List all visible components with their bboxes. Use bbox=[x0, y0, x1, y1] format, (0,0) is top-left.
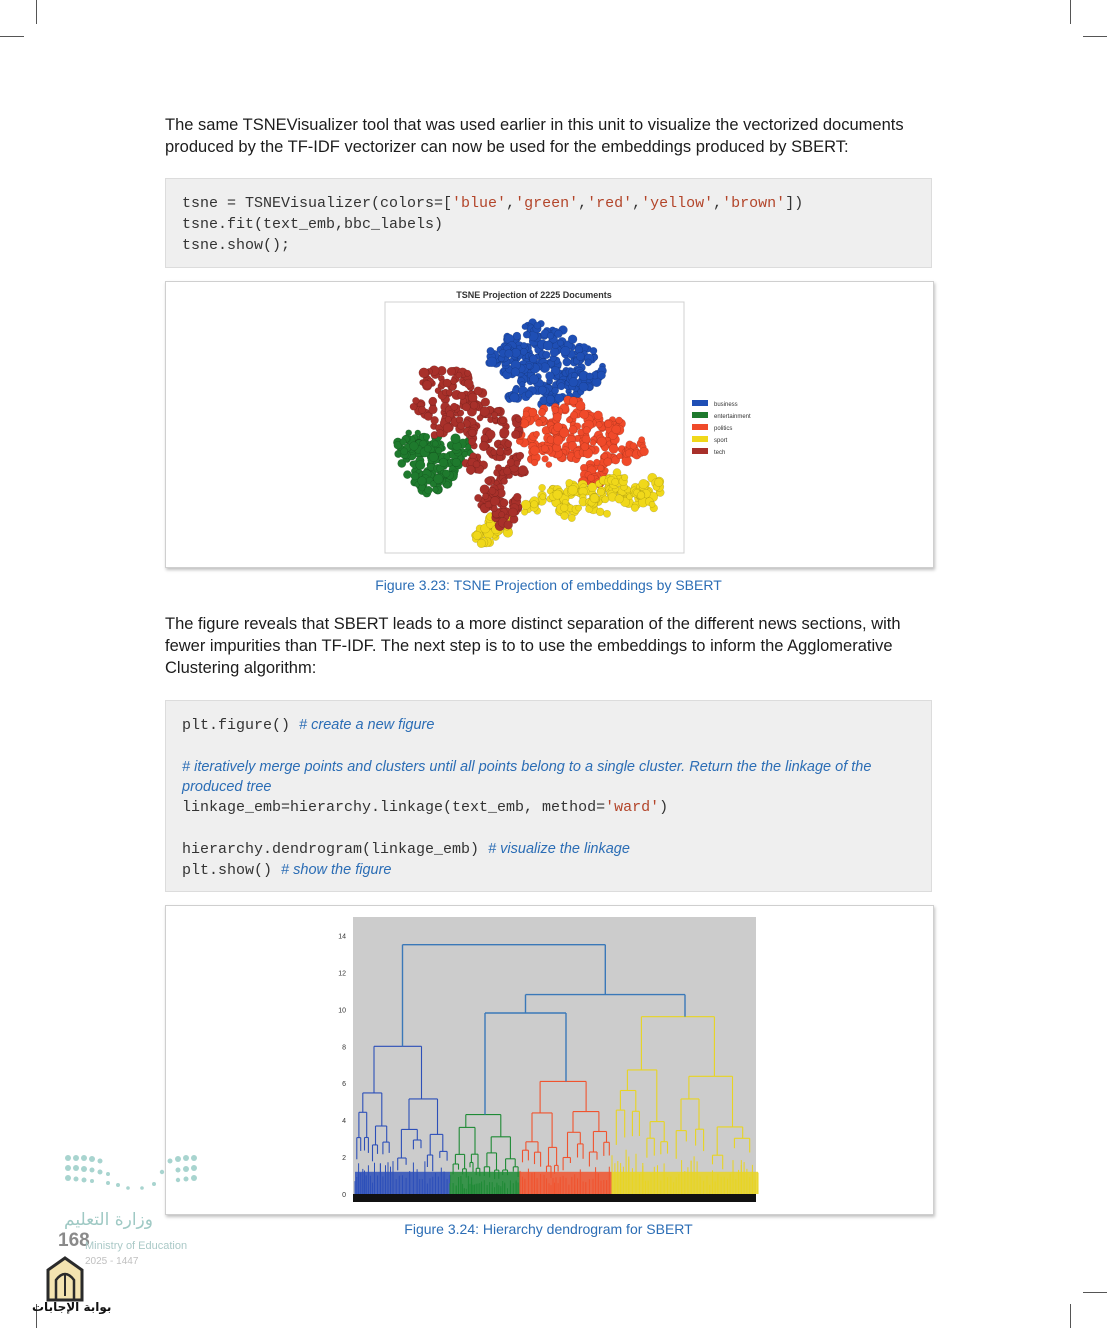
scatter-point-politics bbox=[538, 409, 546, 417]
scatter-point-business bbox=[558, 340, 564, 346]
scatter-point-tech bbox=[491, 412, 497, 418]
scatter-point-sport bbox=[596, 508, 604, 516]
scatter-point-tech bbox=[458, 392, 466, 400]
scatter-point-business bbox=[569, 378, 578, 387]
scatter-point-tech bbox=[509, 508, 518, 517]
scatter-point-entertainment bbox=[462, 451, 468, 457]
scatter-point-tech bbox=[477, 415, 483, 421]
scatter-point-tech bbox=[480, 407, 490, 417]
scatter-point-sport bbox=[561, 512, 569, 520]
leaf-label-band bbox=[353, 1194, 756, 1202]
scatter-point-business bbox=[579, 382, 588, 391]
legend-label: politics bbox=[714, 426, 733, 432]
scatter-point-entertainment bbox=[418, 477, 427, 486]
footer-brand-arabic: بوابة الإجابات bbox=[32, 1300, 112, 1314]
scatter-point-politics bbox=[541, 445, 548, 452]
scatter-point-business bbox=[529, 355, 537, 363]
legend-label: entertainment bbox=[714, 414, 751, 420]
code-text: tsne = TSNEVisualizer(colors=[ bbox=[182, 195, 453, 212]
scatter-point-sport bbox=[576, 505, 582, 511]
scatter-point-tech bbox=[464, 370, 470, 376]
scatter-point-politics bbox=[594, 411, 603, 420]
scatter-point-politics bbox=[570, 412, 578, 420]
leaf-cluster-band bbox=[612, 1172, 758, 1194]
scatter-point-business bbox=[534, 322, 541, 329]
y-tick-label: 10 bbox=[338, 1007, 346, 1015]
crop-mark bbox=[1083, 1292, 1107, 1293]
code-line bbox=[182, 715, 915, 736]
code-string: 'green' bbox=[515, 195, 579, 212]
scatter-point-tech bbox=[473, 461, 480, 468]
scatter-point-politics bbox=[625, 450, 632, 457]
scatter-point-tech bbox=[482, 493, 489, 500]
crop-mark bbox=[36, 0, 37, 24]
scatter-point-politics bbox=[616, 417, 623, 424]
scatter-point-entertainment bbox=[439, 458, 448, 467]
gate-emblem-icon bbox=[44, 1256, 86, 1302]
scatter-point-tech bbox=[515, 416, 521, 422]
legend-swatch bbox=[692, 412, 708, 418]
scatter-point-tech bbox=[518, 465, 528, 475]
scatter-point-politics bbox=[581, 443, 589, 451]
scatter-point-entertainment bbox=[416, 460, 425, 469]
scatter-point-tech bbox=[489, 487, 496, 494]
scatter-point-tech bbox=[445, 416, 451, 422]
scatter-point-entertainment bbox=[400, 439, 406, 445]
scatter-point-business bbox=[585, 359, 592, 366]
scatter-point-entertainment bbox=[424, 445, 431, 452]
scatter-point-politics bbox=[559, 428, 569, 438]
scatter-point-tech bbox=[481, 398, 490, 407]
code-line bbox=[182, 797, 915, 818]
scatter-point-tech bbox=[431, 416, 439, 424]
scatter-point-sport bbox=[597, 488, 605, 496]
scatter-point-entertainment bbox=[436, 448, 442, 454]
code-line: tsne = TSNEVisualizer(colors=['blue','green','red','yellow','brown']) bbox=[182, 195, 804, 212]
scatter-point-tech bbox=[505, 440, 512, 447]
code-line: tsne.show(); bbox=[182, 237, 291, 254]
code-line: tsne.fit(text_emb,bbc_labels) bbox=[182, 216, 444, 233]
scatter-point-politics bbox=[598, 465, 604, 471]
scatter-point-politics bbox=[604, 458, 612, 466]
scatter-point-politics bbox=[546, 462, 552, 468]
scatter-point-business bbox=[590, 347, 597, 354]
scatter-point-entertainment bbox=[401, 448, 408, 455]
scatter-point-business bbox=[543, 341, 553, 351]
scatter-point-sport bbox=[639, 479, 649, 489]
code-text: ) bbox=[659, 799, 669, 816]
scatter-point-business bbox=[597, 371, 605, 379]
code-string: 'red' bbox=[587, 195, 633, 212]
scatter-point-tech bbox=[499, 428, 509, 438]
scatter-point-tech bbox=[457, 422, 464, 429]
scatter-point-politics bbox=[530, 446, 539, 455]
scatter-point-sport bbox=[560, 504, 568, 512]
scatter-point-politics bbox=[590, 440, 596, 446]
scatter-point-business bbox=[511, 368, 520, 377]
plot-area bbox=[353, 917, 756, 1196]
scatter-point-sport bbox=[477, 539, 486, 548]
scatter-point-politics bbox=[569, 397, 577, 405]
scatter-point-business bbox=[545, 372, 554, 381]
scatter-point-business bbox=[510, 393, 519, 402]
scatter-point-sport bbox=[602, 496, 609, 503]
code-text: ]) bbox=[785, 195, 804, 212]
scatter-point-sport bbox=[568, 485, 578, 495]
code-text: linkage_emb=hierarchy.linkage(text_emb, method= bbox=[182, 799, 606, 816]
y-tick-label: 8 bbox=[342, 1044, 346, 1052]
y-tick-label: 6 bbox=[342, 1081, 346, 1089]
scatter-point-sport bbox=[521, 509, 528, 516]
scatter-point-entertainment bbox=[432, 487, 438, 493]
mid-paragraph: The figure reveals that SBERT leads to a more distinct separation of the different news sections, with fewer impurities than TF-IDF. The next step is to to use the embeddings to inform the Agglomerative Clustering algorithm: bbox=[165, 615, 901, 677]
scatter-point-tech bbox=[516, 452, 524, 460]
scatter-point-entertainment bbox=[451, 434, 461, 444]
scatter-point-tech bbox=[499, 417, 506, 424]
y-tick-label: 0 bbox=[342, 1192, 346, 1199]
scatter-point-politics bbox=[552, 406, 559, 413]
ministry-logo-dots-icon bbox=[62, 1150, 202, 1200]
scatter-point-entertainment bbox=[410, 442, 419, 451]
code-comment: # show the figure bbox=[281, 862, 392, 878]
scatter-point-sport bbox=[568, 514, 575, 521]
legend-swatch bbox=[692, 448, 708, 454]
code-comment: # visualize the linkage bbox=[488, 841, 630, 857]
scatter-point-tech bbox=[496, 448, 504, 456]
scatter-point-entertainment bbox=[425, 486, 433, 494]
scatter-point-entertainment bbox=[423, 433, 430, 440]
scatter-point-tech bbox=[511, 430, 520, 439]
scatter-point-sport bbox=[649, 501, 655, 507]
scatter-point-tech bbox=[464, 379, 473, 388]
code-comment: # create a new figure bbox=[299, 717, 435, 733]
ministry-name-arabic: وزارة التعليم bbox=[64, 1210, 153, 1230]
scatter-point-politics bbox=[528, 408, 537, 417]
scatter-point-business bbox=[487, 357, 497, 367]
scatter-point-tech bbox=[429, 397, 437, 405]
scatter-point-tech bbox=[418, 406, 425, 413]
code-string: 'blue' bbox=[452, 195, 507, 212]
scatter-point-tech bbox=[495, 464, 502, 471]
scatter-point-sport bbox=[553, 490, 562, 499]
leaf-cluster-band bbox=[450, 1172, 520, 1194]
scatter-point-tech bbox=[485, 477, 492, 484]
scatter-point-business bbox=[525, 391, 532, 398]
legend-swatch bbox=[692, 436, 708, 442]
scatter-point-entertainment bbox=[403, 471, 411, 479]
scatter-point-sport bbox=[473, 531, 482, 540]
legend-label: sport bbox=[714, 438, 728, 444]
scatter-point-politics bbox=[531, 459, 538, 466]
scatter-point-tech bbox=[419, 368, 429, 378]
scatter-point-tech bbox=[501, 478, 508, 485]
scatter-point-sport bbox=[603, 510, 610, 517]
leaf-cluster-band bbox=[520, 1172, 612, 1194]
scatter-point-business bbox=[568, 335, 577, 344]
scatter-point-politics bbox=[569, 426, 577, 434]
legend-label: tech bbox=[714, 450, 726, 456]
scatter-point-business bbox=[543, 351, 551, 359]
scatter-point-tech bbox=[499, 512, 505, 518]
scatter-point-tech bbox=[514, 460, 520, 466]
code-blank-line bbox=[182, 736, 915, 757]
scatter-point-politics bbox=[640, 447, 649, 456]
scatter-point-politics bbox=[639, 437, 645, 443]
scatter-point-sport bbox=[531, 501, 538, 508]
code-string: 'brown' bbox=[722, 195, 786, 212]
code-text: hierarchy.dendrogram(linkage_emb) bbox=[182, 841, 489, 858]
code-line bbox=[182, 860, 915, 881]
scatter-point-entertainment bbox=[434, 474, 444, 484]
scatter-point-tech bbox=[456, 372, 462, 378]
legend-swatch bbox=[692, 424, 708, 430]
scatter-point-business bbox=[522, 324, 528, 330]
scatter-point-politics bbox=[597, 437, 606, 446]
scatter-point-tech bbox=[450, 378, 457, 385]
scatter-point-sport bbox=[590, 494, 599, 503]
scatter-point-sport bbox=[637, 492, 645, 500]
scatter-point-sport bbox=[631, 504, 639, 512]
y-tick-label: 14 bbox=[338, 933, 346, 941]
scatter-point-entertainment bbox=[452, 458, 461, 467]
code-string: 'yellow' bbox=[641, 195, 714, 212]
scatter-point-politics bbox=[617, 453, 623, 459]
scatter-point-politics bbox=[582, 435, 590, 443]
figure-caption-tsne: Figure 3.23: TSNE Projection of embeddings by SBERT bbox=[375, 577, 722, 593]
scatter-point-tech bbox=[468, 438, 475, 445]
code-comment: # iteratively merge points and clusters until all points belong to a single cluster. Return the the linkage of the produced tree bbox=[182, 759, 872, 795]
scatter-point-tech bbox=[429, 405, 438, 414]
scatter-point-business bbox=[555, 330, 563, 338]
scatter-point-business bbox=[546, 395, 555, 404]
dendrogram-chart bbox=[166, 906, 933, 1214]
scatter-point-business bbox=[529, 375, 538, 384]
scatter-point-sport bbox=[540, 494, 546, 500]
crop-mark bbox=[0, 36, 24, 37]
scatter-point-business bbox=[526, 363, 532, 369]
ministry-name-english: Ministry of Education bbox=[85, 1240, 188, 1252]
tsne-scatter-chart bbox=[166, 282, 933, 567]
scatter-point-tech bbox=[490, 497, 499, 506]
scatter-point-business bbox=[547, 332, 554, 339]
crop-mark bbox=[1083, 36, 1107, 37]
scatter-point-business bbox=[505, 350, 513, 358]
scatter-point-sport bbox=[539, 484, 546, 491]
scatter-point-business bbox=[563, 358, 571, 366]
figure-caption-dendrogram: Figure 3.24: Hierarchy dendrogram for SBERT bbox=[404, 1221, 693, 1237]
code-text: plt.figure() bbox=[182, 717, 300, 734]
scatter-point-business bbox=[487, 347, 495, 355]
scatter-point-politics bbox=[535, 420, 542, 427]
scatter-point-entertainment bbox=[432, 441, 438, 447]
scatter-point-tech bbox=[513, 493, 521, 501]
scatter-point-politics bbox=[612, 425, 621, 434]
scatter-point-tech bbox=[451, 403, 458, 410]
scatter-point-politics bbox=[542, 456, 549, 463]
scatter-point-tech bbox=[468, 393, 477, 402]
scatter-point-politics bbox=[630, 442, 637, 449]
scatter-point-tech bbox=[412, 397, 419, 404]
figure-tsne bbox=[165, 281, 934, 568]
intro-paragraph: The same TSNEVisualizer tool that was used earlier in this unit to visualize the vectorized documents produced by the TF-IDF vectorizer can now be used for the embeddings produced by SBERT: bbox=[165, 116, 904, 156]
scatter-point-tech bbox=[443, 423, 452, 432]
crop-mark bbox=[1070, 1304, 1071, 1328]
scatter-point-tech bbox=[436, 429, 444, 437]
scatter-point-business bbox=[552, 387, 559, 394]
scatter-point-business bbox=[561, 346, 571, 356]
code-text: plt.show() bbox=[182, 862, 282, 879]
scatter-point-tech bbox=[500, 499, 508, 507]
code-blank-line bbox=[182, 818, 915, 839]
scatter-point-business bbox=[555, 394, 564, 403]
page-number: 168 bbox=[58, 1230, 90, 1251]
leaf-cluster-band bbox=[355, 1172, 450, 1194]
code-line bbox=[182, 839, 915, 860]
scatter-point-tech bbox=[446, 389, 452, 395]
scatter-point-entertainment bbox=[411, 472, 419, 480]
scatter-point-politics bbox=[580, 410, 589, 419]
scatter-point-tech bbox=[443, 379, 451, 387]
scatter-point-tech bbox=[474, 494, 482, 502]
chart-title: TSNE Projection of 2225 Documents bbox=[456, 290, 612, 300]
scatter-point-politics bbox=[583, 427, 590, 434]
scatter-point-politics bbox=[553, 436, 563, 446]
scatter-point-sport bbox=[612, 478, 619, 485]
scatter-point-tech bbox=[423, 380, 432, 389]
scatter-point-sport bbox=[521, 500, 531, 510]
scatter-point-politics bbox=[604, 420, 612, 428]
scatter-point-tech bbox=[469, 429, 476, 436]
code-block-tsne bbox=[165, 178, 932, 268]
scatter-point-business bbox=[558, 383, 565, 390]
y-tick-label: 4 bbox=[342, 1118, 346, 1126]
code-string: 'ward' bbox=[605, 799, 660, 816]
scatter-point-business bbox=[538, 386, 546, 394]
figure-dendrogram bbox=[165, 905, 934, 1215]
scatter-point-politics bbox=[588, 474, 595, 481]
scatter-point-tech bbox=[504, 468, 511, 475]
scatter-point-tech bbox=[507, 459, 515, 467]
scatter-point-politics bbox=[534, 431, 540, 437]
ministry-year: 2025 - 1447 bbox=[85, 1256, 139, 1267]
scatter-point-tech bbox=[470, 401, 478, 409]
scatter-point-tech bbox=[447, 367, 456, 376]
scatter-point-sport bbox=[621, 474, 628, 481]
scatter-point-politics bbox=[523, 411, 529, 417]
scatter-point-business bbox=[521, 342, 527, 348]
legend-swatch bbox=[692, 400, 708, 406]
scatter-point-tech bbox=[481, 435, 489, 443]
scatter-point-business bbox=[586, 373, 593, 380]
y-tick-label: 12 bbox=[338, 970, 346, 978]
scatter-point-tech bbox=[462, 403, 470, 411]
crop-mark bbox=[1070, 0, 1071, 24]
scatter-point-business bbox=[523, 331, 530, 338]
scatter-point-sport bbox=[655, 478, 664, 487]
scatter-point-politics bbox=[553, 413, 562, 422]
scatter-point-sport bbox=[615, 495, 624, 504]
code-block-dendrogram bbox=[165, 700, 932, 892]
scatter-point-entertainment bbox=[429, 452, 438, 461]
scatter-point-politics bbox=[609, 444, 618, 453]
scatter-point-politics bbox=[596, 422, 602, 428]
scatter-point-business bbox=[576, 352, 584, 360]
y-tick-label: 2 bbox=[342, 1155, 346, 1163]
legend-label: business bbox=[714, 402, 738, 408]
